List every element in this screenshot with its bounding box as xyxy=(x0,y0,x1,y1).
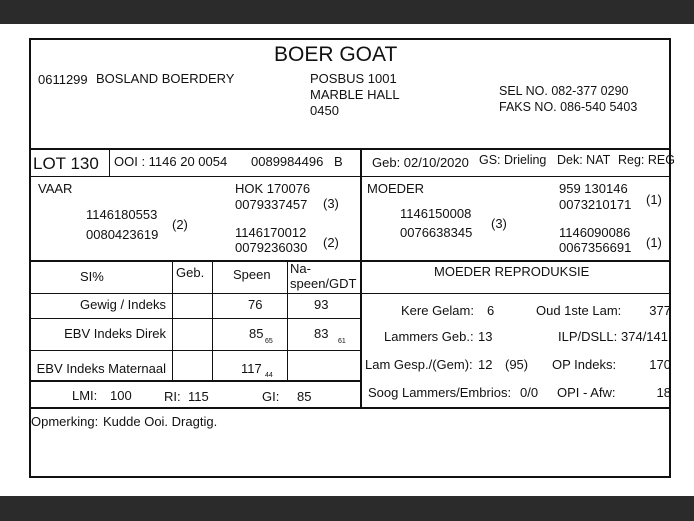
address-line-1: POSBUS 1001 xyxy=(310,71,397,86)
kere-value: 6 xyxy=(487,303,495,318)
row-label-direk: EBV Indeks Direk xyxy=(64,326,166,341)
cell-number: SEL NO. 082-377 0290 xyxy=(499,84,629,98)
lmi-value: 100 xyxy=(110,388,132,403)
sire-dam-id-1: 1146170012 xyxy=(235,225,307,240)
ri-label: RI: xyxy=(164,389,181,404)
divider-si-row1 xyxy=(29,318,360,319)
direk-naspeen-sub: 61 xyxy=(338,338,346,345)
birth-date: Geb: 02/10/2020 xyxy=(372,155,469,170)
registration: Reg: REG xyxy=(618,153,675,167)
direk-speen-sub: 65 xyxy=(265,338,273,345)
vline-center-b xyxy=(361,149,362,407)
dam-dam-id-2: 0067356691 xyxy=(559,240,632,255)
lamgesp-value: 12 xyxy=(478,357,493,372)
sire-sire-id: 0079337457 xyxy=(235,197,308,212)
divider-pedigree xyxy=(29,260,671,262)
direk-naspeen: 83 xyxy=(314,326,329,341)
lamgesp-label: Lam Gesp./(Gem): xyxy=(365,357,473,372)
opi-value: 18 xyxy=(656,385,671,400)
dam-dam-id-1: 1146090086 xyxy=(559,225,631,240)
speen-header: Speen xyxy=(233,267,271,282)
divider-si-row3 xyxy=(29,380,360,382)
sire-label: VAAR xyxy=(38,181,73,196)
birth-status: GS: Drieling xyxy=(479,153,547,167)
top-bar xyxy=(0,0,694,24)
sire-count: (2) xyxy=(172,217,188,232)
dam-id-1: 1146150008 xyxy=(400,206,472,221)
ilp-label: ILP/DSLL: xyxy=(558,329,618,344)
fax-number: FAKS NO. 086-540 5403 xyxy=(499,100,638,114)
ilp-value: 374/141 xyxy=(621,329,668,344)
divider-repro-header xyxy=(362,293,671,294)
gi-label: GI: xyxy=(262,389,280,404)
si-header: SI% xyxy=(80,269,104,284)
lamgesp-gem: (95) xyxy=(505,357,529,372)
vline-si-geb xyxy=(172,262,173,381)
sire-dam-count: (2) xyxy=(323,235,339,250)
repro-title: MOEDER REPRODUKSIE xyxy=(434,264,590,279)
direk-speen: 85 xyxy=(249,326,264,341)
lmi-label: LMI: xyxy=(72,388,98,403)
maternaal-speen: 117 xyxy=(241,361,262,376)
oud-value: 377 xyxy=(649,303,671,318)
sire-id-2: 0080423619 xyxy=(86,227,159,242)
dam-id-2: 0076638345 xyxy=(400,225,473,240)
ewe-id: OOI : 1146 20 0054 xyxy=(114,154,228,169)
kere-label: Kere Gelam: xyxy=(401,303,474,318)
naspeen-header-1: Na- xyxy=(290,261,311,276)
address-line-3: 0450 xyxy=(310,103,339,118)
dam-label: MOEDER xyxy=(367,181,425,196)
vline-si-naspeen xyxy=(287,262,288,381)
soog-value: 0/0 xyxy=(520,385,539,400)
ewe-id-2: 0089984496 xyxy=(251,154,324,169)
vline-si-speen xyxy=(212,262,213,381)
sire-sire-hok: HOK 170076 xyxy=(235,181,311,196)
row-label-maternaal: EBV Indeks Maternaal xyxy=(36,361,166,376)
geb-header: Geb. xyxy=(176,265,205,280)
soog-label: Soog Lammers/Embrios: xyxy=(368,385,512,400)
sire-sire-count: (3) xyxy=(323,196,339,211)
remark-label: Opmerking: xyxy=(31,414,99,429)
divider-lot xyxy=(29,176,671,177)
op-label: OP Indeks: xyxy=(552,357,617,372)
oud-label: Oud 1ste Lam: xyxy=(536,303,622,318)
divider-si-header xyxy=(29,293,360,294)
service-type: Dek: NAT xyxy=(557,153,611,167)
vline-lot xyxy=(109,149,110,176)
breeder-name: BOSLAND BOERDERY xyxy=(96,71,235,86)
breeder-id: 0611299 xyxy=(38,72,88,87)
maternaal-speen-sub: 44 xyxy=(265,372,273,379)
bottom-bar xyxy=(0,496,694,521)
naspeen-header-2: speen/GDT xyxy=(290,276,357,291)
ri-value: 115 xyxy=(188,389,209,404)
gi-value: 85 xyxy=(297,389,312,404)
divider-indices xyxy=(29,407,671,409)
row-label-gewig: Gewig / Indeks xyxy=(80,297,166,312)
dam-sire-count: (1) xyxy=(646,192,662,207)
lammers-value: 13 xyxy=(478,329,493,344)
lammers-label: Lammers Geb.: xyxy=(384,329,474,344)
opi-label: OPI - Afw: xyxy=(557,385,616,400)
gewig-speen: 76 xyxy=(248,297,263,312)
sire-dam-id-2: 0079236030 xyxy=(235,240,308,255)
card-title: BOER GOAT xyxy=(274,43,398,66)
divider-si-row2 xyxy=(29,350,360,351)
dam-count: (3) xyxy=(491,216,507,231)
sire-id-1: 1146180553 xyxy=(86,207,158,222)
address-line-2: MARBLE HALL xyxy=(310,87,400,102)
gewig-naspeen: 93 xyxy=(314,297,329,312)
dam-sire-id-1: 959 130146 xyxy=(559,181,628,196)
ewe-grade: B xyxy=(334,154,343,169)
divider-header xyxy=(29,148,671,150)
dam-sire-id-2: 0073210171 xyxy=(559,197,632,212)
lot-label: LOT 130 xyxy=(33,154,99,173)
op-value: 170 xyxy=(649,357,671,372)
remark-text: Kudde Ooi. Dragtig. xyxy=(103,414,218,429)
dam-dam-count: (1) xyxy=(646,235,662,250)
